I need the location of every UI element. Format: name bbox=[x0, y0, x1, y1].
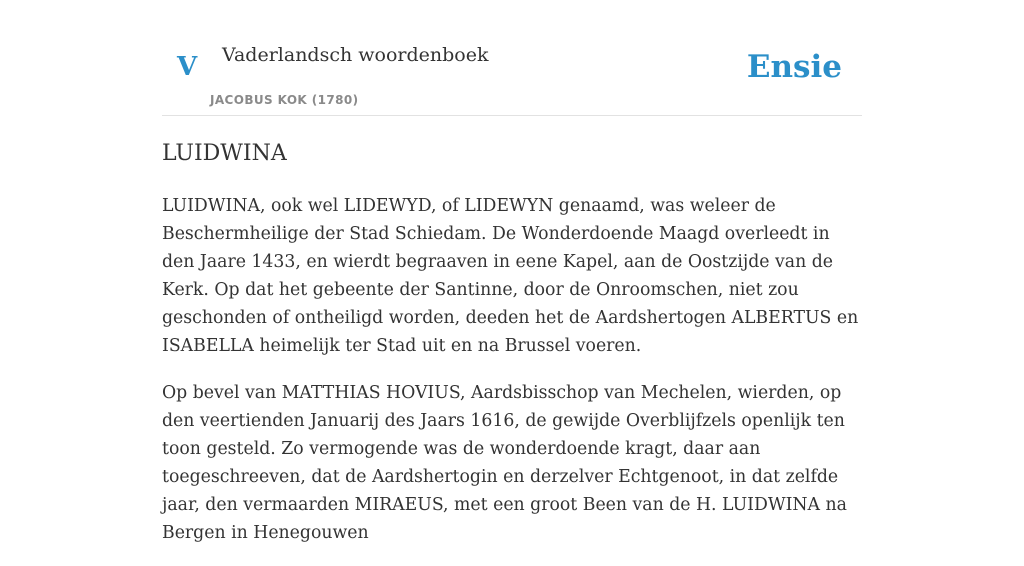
content-container bbox=[162, 0, 862, 543]
book-letter-icon[interactable]: V bbox=[177, 52, 198, 82]
book-title-link[interactable]: Vaderlandsch woordenboek bbox=[222, 44, 489, 66]
entry-body bbox=[162, 192, 862, 566]
entry-paragraph: LUIDWINA, ook wel LIDEWYD, of LIDEWYN genaamd, was weleer de Beschermheilige der Stad Schiedam. De Wonderdoende Maagd overleedt in den Jaare 1433, en wierdt begraaven in eene Kapel, aan de Oostzijde van de Kerk. Op dat het gebeente der Santinne, door de Onroomschen, niet zou geschonden of ontheiligd worden, deeden het de Aardshertogen ALBERTUS en ISABELLA heimelijk ter Stad uit en na Brussel voeren. bbox=[162, 196, 859, 356]
book-author: JACOBUS KOK (1780) bbox=[210, 93, 359, 107]
entry-title: LUIDWINA bbox=[162, 141, 287, 166]
entry-paragraph: Op bevel van MATTHIAS HOVIUS, Aardsbisschop van Mechelen, wierden, op den veertienden Januarij des Jaars 1616, de gewijde Overblijfzels openlijk ten toon gesteld. Zo vermogende was de wonderdoende kragt, daar aan toegeschreeven, dat de Aardshertogin en derzelver Echtgenoot, in dat zelfde jaar, den vermaarden MIRAEUS, met een groot Been van de H. LUIDWINA na Bergen in Henegouwen bbox=[162, 383, 847, 543]
site-logo[interactable]: Ensie bbox=[746, 49, 842, 85]
header bbox=[162, 0, 862, 116]
